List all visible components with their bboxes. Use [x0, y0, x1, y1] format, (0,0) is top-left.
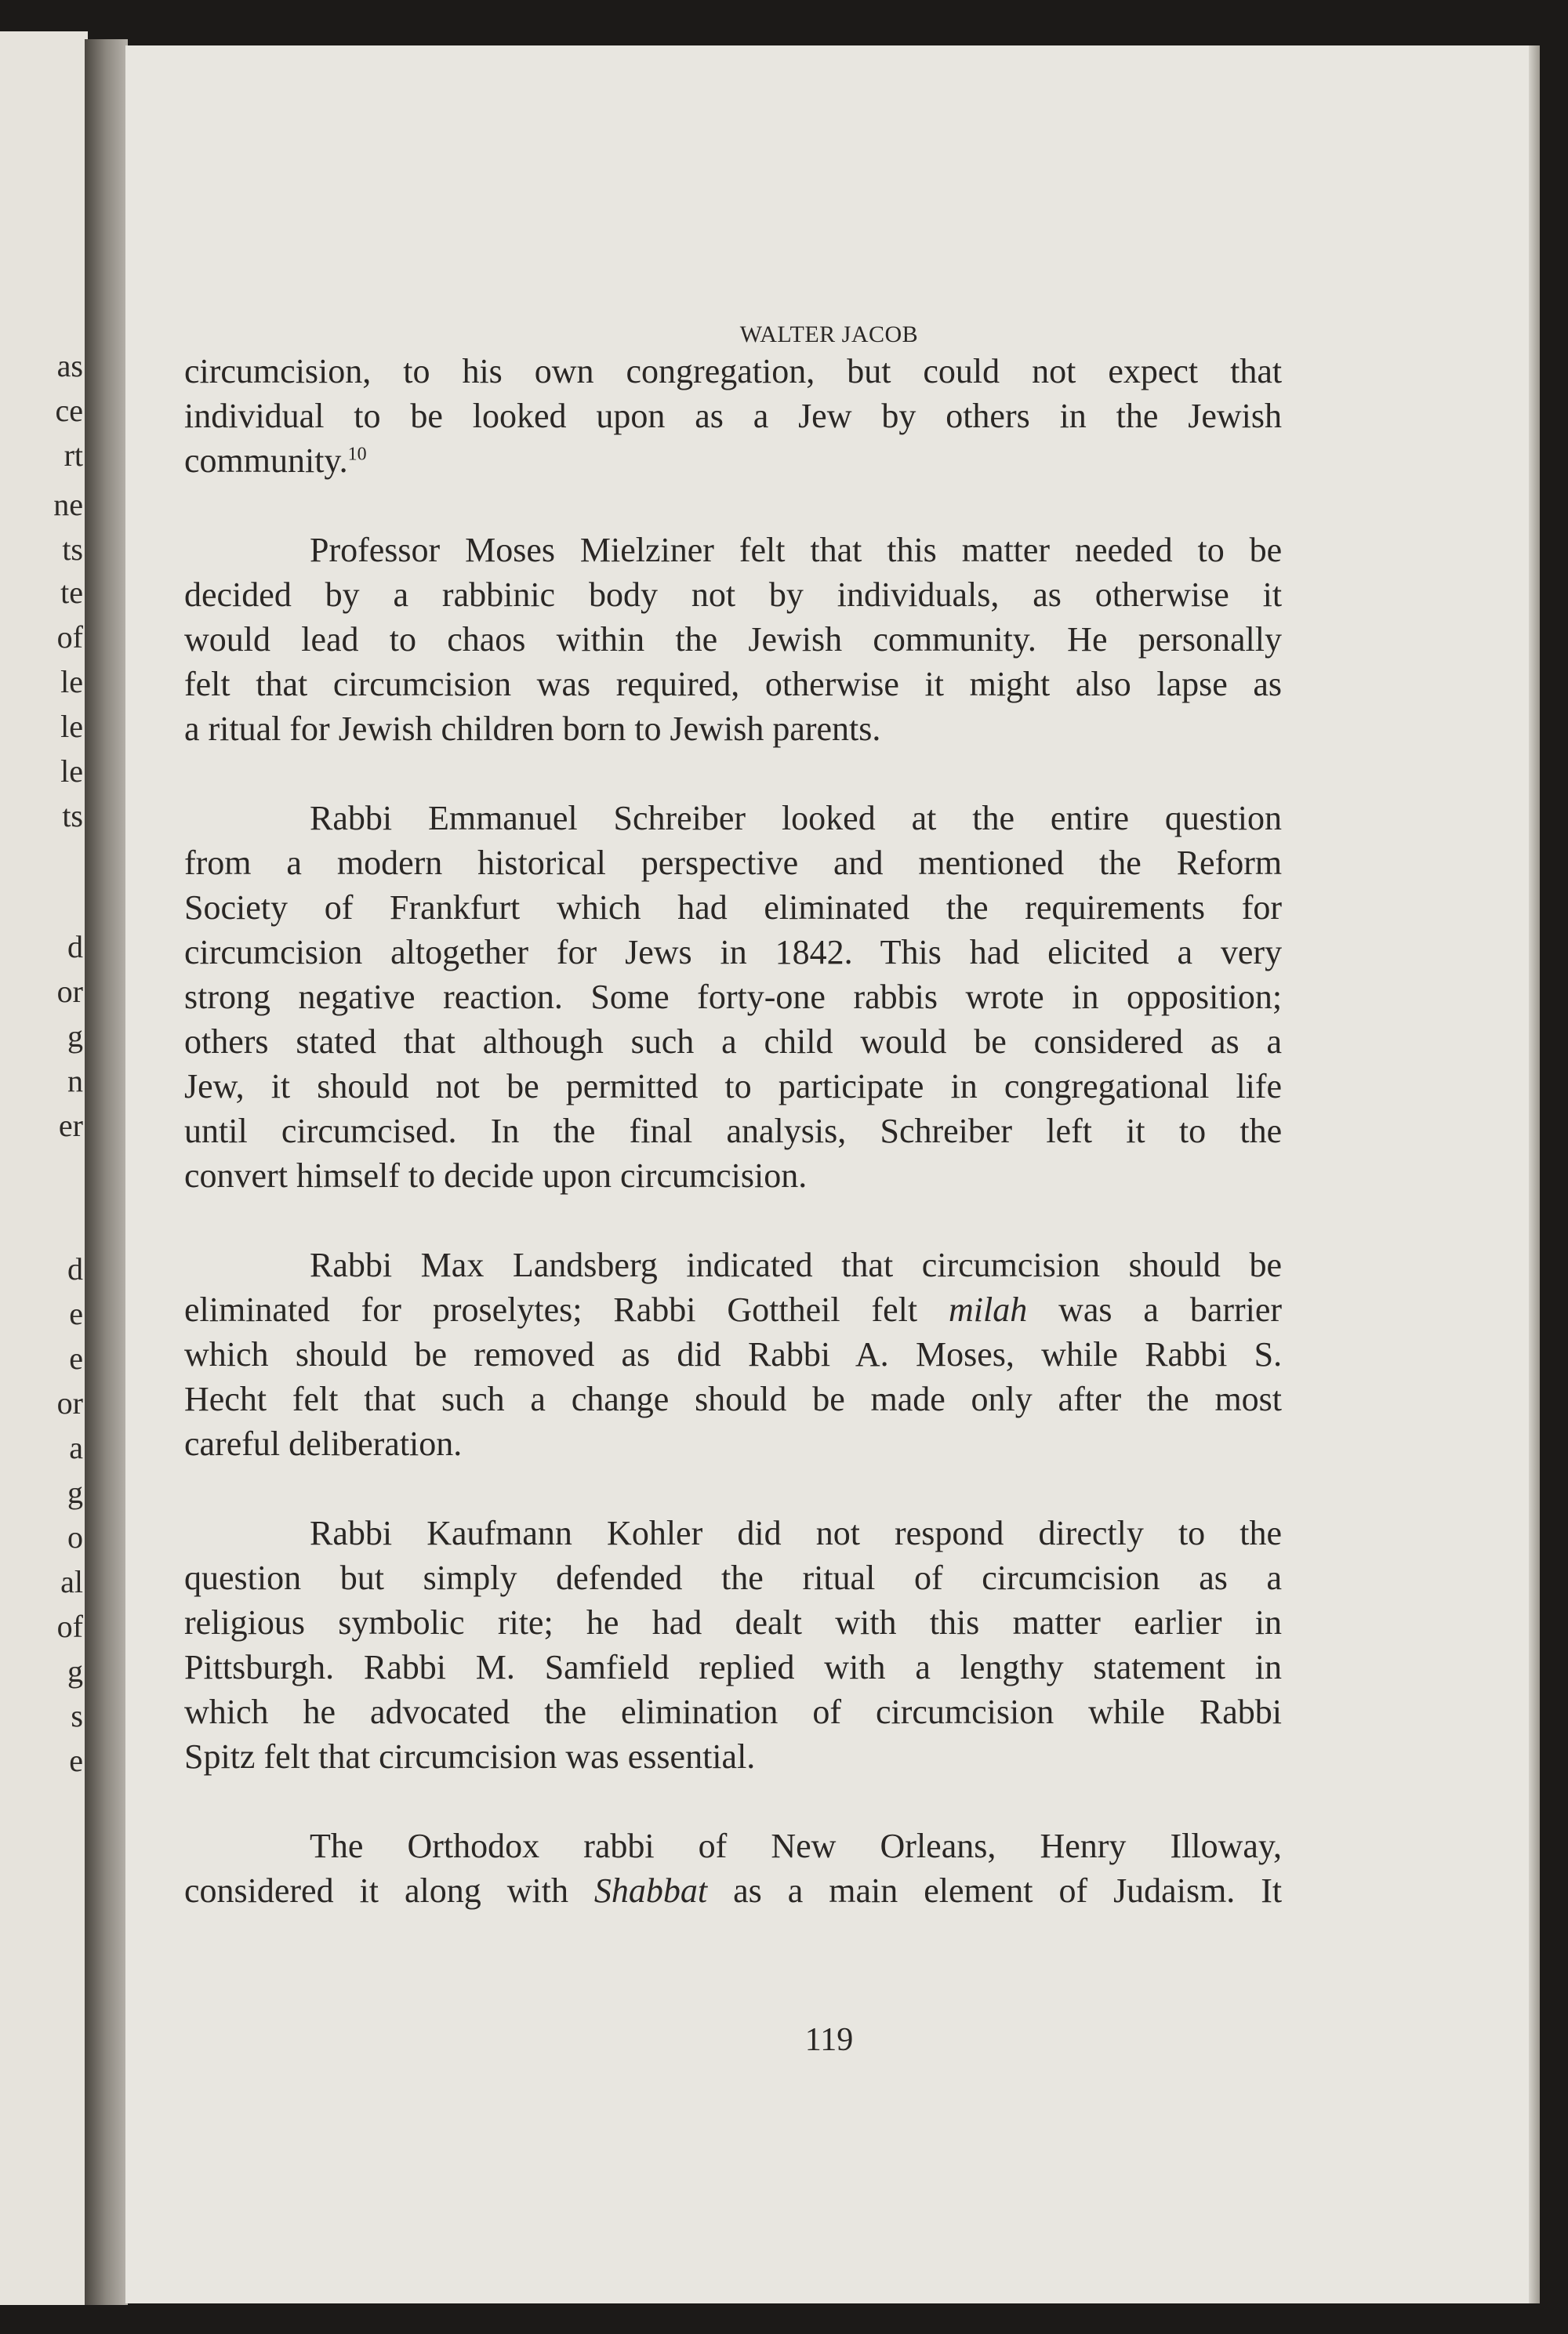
- facing-page-fragment: of: [56, 1608, 83, 1644]
- facing-page-fragment: or: [56, 1385, 83, 1421]
- facing-page-fragment: g: [67, 1018, 83, 1054]
- text-line: individual to be looked upon as a Jew by others in the Jewish: [184, 397, 1283, 435]
- text-line: would lead to chaos within the Jewish community. He personally: [184, 620, 1283, 659]
- text-line: a ritual for Jewish children born to Jewish parents.: [184, 710, 881, 748]
- facing-page-fragment: e: [69, 1742, 83, 1778]
- text-line: The Orthodox rabbi of New Orleans, Henry Illoway,: [310, 1827, 1283, 1865]
- text-line: felt that circumcision was required, otherwise it might also lapse as: [184, 665, 1283, 703]
- paragraph: [184, 796, 1282, 1198]
- facing-page-fragment: of: [56, 619, 83, 655]
- text-line: others stated that although such a child would be considered as a: [184, 1022, 1283, 1061]
- text-line: Rabbi Kaufmann Kohler did not respond directly to the: [310, 1514, 1283, 1552]
- facing-page-fragment: e: [69, 1295, 83, 1331]
- text-line: considered it along with Shabbat as a main element of Judaism. It: [184, 1871, 1283, 1910]
- text-line: Jew, it should not be permitted to participate in congregational life: [184, 1067, 1283, 1105]
- facing-page-fragment: g: [67, 1653, 83, 1689]
- facing-page-fragment: ts: [62, 798, 83, 834]
- text-line: Rabbi Max Landsberg indicated that circumcision should be: [310, 1246, 1283, 1284]
- text-line: which he advocated the elimination of circumcision while Rabbi: [184, 1693, 1282, 1731]
- text-line: community.$^{10}$: [184, 441, 367, 480]
- text-line: question but simply defended the ritual of circumcision as a: [184, 1559, 1283, 1597]
- paragraph: [184, 1824, 1282, 1913]
- facing-page-fragment: d: [67, 1250, 83, 1287]
- facing-page-fragment: le: [60, 753, 83, 789]
- paragraph: [184, 1511, 1282, 1779]
- facing-page-fragment: er: [58, 1108, 83, 1144]
- facing-page-fragment: al: [60, 1563, 83, 1599]
- text-line: until circumcised. In the final analysis, Schreiber left it to the: [184, 1112, 1283, 1150]
- facing-page-fragment: n: [67, 1063, 83, 1099]
- facing-page-fragment: ts: [62, 532, 83, 568]
- text-line: Pittsburgh. Rabbi M. Samfield replied with a lengthy statement in: [184, 1648, 1283, 1686]
- facing-page-fragment: le: [60, 709, 83, 745]
- text-line: circumcision, to his own congregation, but could not expect that: [184, 352, 1283, 390]
- paragraph: [184, 349, 1282, 483]
- facing-page-fragment: ne: [53, 487, 83, 523]
- facing-page-fragment: a: [69, 1429, 83, 1465]
- text-line: from a modern historical perspective and mentioned the Reform: [184, 844, 1283, 882]
- facing-page-fragment: or: [56, 974, 83, 1010]
- facing-page-fragment: g: [67, 1474, 83, 1510]
- text-line: religious symbolic rite; he had dealt with this matter earlier in: [184, 1603, 1283, 1642]
- text-line: circumcision altogether for Jews in 1842. This had elicited a very: [184, 933, 1283, 971]
- body-text: [184, 349, 1282, 1958]
- facing-page-edge: [0, 31, 88, 2305]
- text-line: Society of Frankfurt which had eliminated the requirements for: [184, 888, 1283, 927]
- facing-page-fragment: rt: [64, 437, 83, 474]
- text-line: Rabbi Emmanuel Schreiber looked at the entire question: [310, 799, 1283, 837]
- paragraph: [184, 1243, 1282, 1466]
- paragraph: [184, 528, 1282, 751]
- facing-page-fragment: te: [60, 575, 83, 611]
- facing-page-fragment: o: [67, 1519, 83, 1555]
- text-line: Spitz felt that circumcision was essential.: [184, 1737, 756, 1776]
- book-gutter: [85, 39, 128, 2305]
- text-line: convert himself to decide upon circumcision.: [184, 1156, 808, 1195]
- book-page: [125, 45, 1533, 2303]
- text-line: Professor Moses Mielziner felt that this matter needed to be: [310, 531, 1283, 569]
- facing-page-fragment: d: [67, 929, 83, 965]
- text-line: careful deliberation.: [184, 1425, 463, 1463]
- text-line: which should be removed as did Rabbi A. Moses, while Rabbi S.: [184, 1335, 1283, 1374]
- page-edge: [1529, 45, 1540, 2303]
- facing-page-fragment: s: [71, 1697, 83, 1733]
- running-header: WALTER JACOB: [739, 321, 919, 347]
- page-number: 119: [804, 2022, 854, 2058]
- facing-page-fragment: le: [60, 664, 83, 700]
- facing-page-fragment: as: [56, 348, 83, 384]
- footnote-marker: 10: [347, 444, 367, 465]
- facing-page-fragment: e: [69, 1340, 83, 1376]
- text-line: Hecht felt that such a change should be made only after the most: [184, 1380, 1283, 1418]
- text-line: eliminated for proselytes; Rabbi Gottheil felt milah was a barrier: [184, 1290, 1283, 1329]
- facing-page-fragment: ce: [55, 393, 83, 429]
- text-line: strong negative reaction. Some forty-one rabbis wrote in opposition;: [184, 978, 1283, 1016]
- text-line: decided by a rabbinic body not by individuals, as otherwise it: [184, 575, 1283, 614]
